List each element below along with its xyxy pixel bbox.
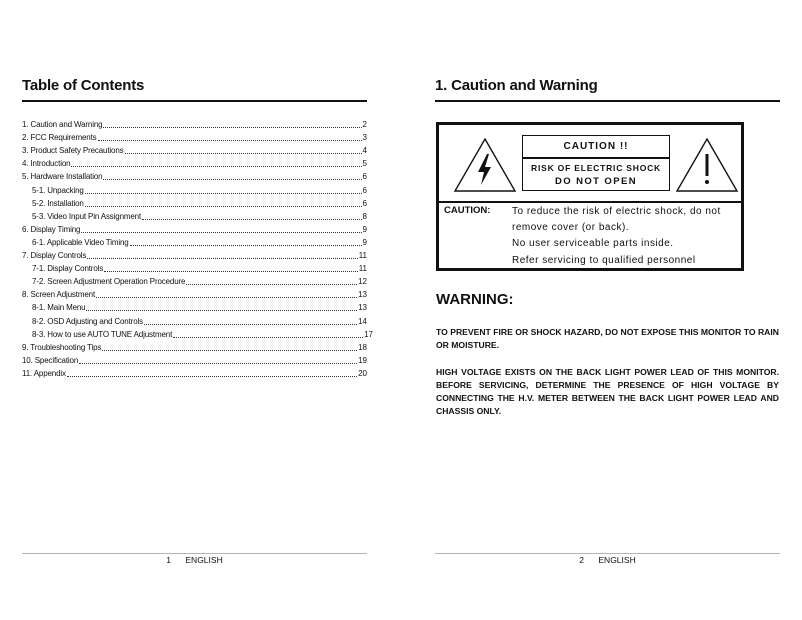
toc-leader-dots <box>96 297 357 298</box>
section-title: 1. Caution and Warning <box>435 77 598 94</box>
toc-entry-title: 5-2. Installation <box>32 198 84 208</box>
toc-entry-page: 18 <box>358 342 367 352</box>
toc-entry-page: 6 <box>362 198 367 208</box>
toc-leader-dots <box>186 284 357 285</box>
toc-leader-dots <box>71 166 361 167</box>
toc-entry <box>22 143 367 156</box>
right-page <box>435 0 780 620</box>
warning-title: WARNING: <box>436 291 514 308</box>
caution-label: CAUTION: <box>444 205 491 216</box>
toc-leader-dots <box>142 219 361 220</box>
toc-entry-page: 6 <box>362 185 367 195</box>
toc-leader-dots <box>87 258 357 259</box>
toc-entry-title: 8. Screen Adjustment <box>22 290 96 300</box>
toc-leader-dots <box>173 337 363 338</box>
footer-rule-left <box>22 553 367 554</box>
toc-entry-title: 11. Appendix <box>22 368 66 378</box>
toc-leader-dots <box>102 350 357 351</box>
toc-leader-dots <box>103 127 361 128</box>
toc-entry <box>22 274 367 287</box>
toc-entry-page: 9 <box>362 237 367 247</box>
toc-entry <box>22 300 367 313</box>
lightning-warning-icon <box>453 137 517 193</box>
toc-leader-dots <box>67 376 357 377</box>
toc-entry <box>22 209 367 222</box>
toc-entry <box>22 287 367 300</box>
toc-leader-dots <box>98 140 362 141</box>
toc-leader-dots <box>125 153 362 154</box>
section-title-rule <box>435 100 780 102</box>
toc-entry-page: 12 <box>358 277 367 287</box>
toc-entry-title: 9. Troubleshooting Tips <box>22 342 102 352</box>
toc-entry-page: 4 <box>362 146 367 156</box>
toc-entry-title: 8-1. Main Menu <box>32 303 86 313</box>
toc-leader-dots <box>85 206 362 207</box>
page-number: 2 <box>579 555 585 565</box>
caution-risk-text: RISK OF ELECTRIC SHOCK <box>531 163 661 173</box>
toc-entry-title: 10. Specification <box>22 355 79 365</box>
toc-entry <box>22 182 367 195</box>
footer-left <box>22 555 367 565</box>
toc-entry-page: 5 <box>362 159 367 169</box>
toc-entry-title: 4. Introduction <box>22 159 71 169</box>
toc-entry <box>22 222 367 235</box>
warning-paragraph-moisture: TO PREVENT FIRE OR SHOCK HAZARD, DO NOT EXPOSE THIS MONITOR TO RAIN OR MOISTURE. <box>436 327 779 350</box>
warning-paragraph-high-voltage: HIGH VOLTAGE EXISTS ON THE BACK LIGHT POWER LEAD OF THIS MONITOR. BEFORE SERVICING, DETERMINE THE PRESENCE OF HIGH VOLTAGE BY CONNECTING THE H.V. METER BETWEEN THE BACK LIGHT POWER LEAD AND CHASSIS ONLY. <box>436 367 779 416</box>
footer-right <box>435 555 780 565</box>
toc-leader-dots <box>144 324 357 325</box>
toc-entry <box>22 196 367 209</box>
toc-entry <box>22 340 367 353</box>
toc-entry-title: 1. Caution and Warning <box>22 120 103 130</box>
caution-header: CAUTION !! <box>523 136 669 159</box>
toc-entry-page: 9 <box>362 224 367 234</box>
toc-entry <box>22 327 373 340</box>
toc-title: Table of Contents <box>22 77 145 94</box>
toc-entry-page: 6 <box>362 172 367 182</box>
toc-entry-title: 6. Display Timing <box>22 224 81 234</box>
caution-divider <box>439 201 741 203</box>
toc-entry-page: 14 <box>358 316 367 326</box>
toc-entry-title: 8-3. How to use AUTO TUNE Adjustment <box>32 329 173 339</box>
toc-entry-page: 3 <box>362 133 367 143</box>
toc-entry-page: 20 <box>358 368 367 378</box>
toc-entry-title: 5. Hardware Installation <box>22 172 103 182</box>
toc-entry-title: 6-1. Applicable Video Timing <box>32 237 129 247</box>
left-page <box>22 0 373 620</box>
toc-entry-page: 2 <box>362 120 367 130</box>
toc-entry-page: 13 <box>358 290 367 300</box>
toc-entry-page: 19 <box>358 355 367 365</box>
footer-rule-right <box>435 553 780 554</box>
page-number: 1 <box>166 555 172 565</box>
toc-leader-dots <box>86 310 357 311</box>
toc-leader-dots <box>103 179 361 180</box>
caution-line: Refer servicing to qualified personnel <box>512 254 696 266</box>
toc-entry-page: 11 <box>358 264 367 274</box>
toc-entry <box>22 130 367 143</box>
toc-leader-dots <box>85 193 362 194</box>
footer-language: ENGLISH <box>185 555 223 565</box>
toc-entry <box>22 235 367 248</box>
toc-entry-title: 3. Product Safety Precautions <box>22 146 124 156</box>
toc-entry <box>22 169 367 182</box>
toc-leader-dots <box>79 363 357 364</box>
toc-entry-title: 7. Display Controls <box>22 251 87 261</box>
toc-title-rule <box>22 100 367 102</box>
toc-leader-dots <box>81 232 361 233</box>
toc-entry <box>22 313 367 326</box>
toc-entry <box>22 117 367 130</box>
caution-box <box>436 122 744 271</box>
toc-entry <box>22 261 367 274</box>
toc-entry-title: 7-2. Screen Adjustment Operation Procedure <box>32 277 186 287</box>
toc-entry-page: 11 <box>358 251 367 261</box>
footer-language: ENGLISH <box>598 555 636 565</box>
toc-leader-dots <box>130 245 362 246</box>
caution-instructions <box>512 204 742 269</box>
toc-entry-page: 17 <box>364 329 373 339</box>
toc-entry-page: 8 <box>362 211 367 221</box>
toc-entry-page: 13 <box>358 303 367 313</box>
toc-entry-title: 2. FCC Requirements <box>22 133 97 143</box>
toc-entry-title: 5-3. Video Input Pin Assignment <box>32 211 142 221</box>
table-of-contents <box>22 117 373 379</box>
caution-line: To reduce the risk of electric shock, do not <box>512 206 721 217</box>
caution-do-not-open: DO NOT OPEN <box>555 176 637 187</box>
toc-entry <box>22 248 367 261</box>
exclamation-warning-icon <box>675 137 739 193</box>
toc-entry <box>22 353 367 366</box>
toc-leader-dots <box>104 271 358 272</box>
caution-line: remove cover (or back). <box>512 222 630 234</box>
toc-entry <box>22 366 367 379</box>
toc-entry <box>22 156 367 169</box>
caution-line: No user serviceable parts inside. <box>512 238 674 250</box>
toc-entry-title: 7-1. Display Controls <box>32 264 104 274</box>
caution-label-box <box>522 135 670 191</box>
toc-entry-title: 8-2. OSD Adjusting and Controls <box>32 316 143 326</box>
toc-entry-title: 5-1. Unpacking <box>32 185 84 195</box>
